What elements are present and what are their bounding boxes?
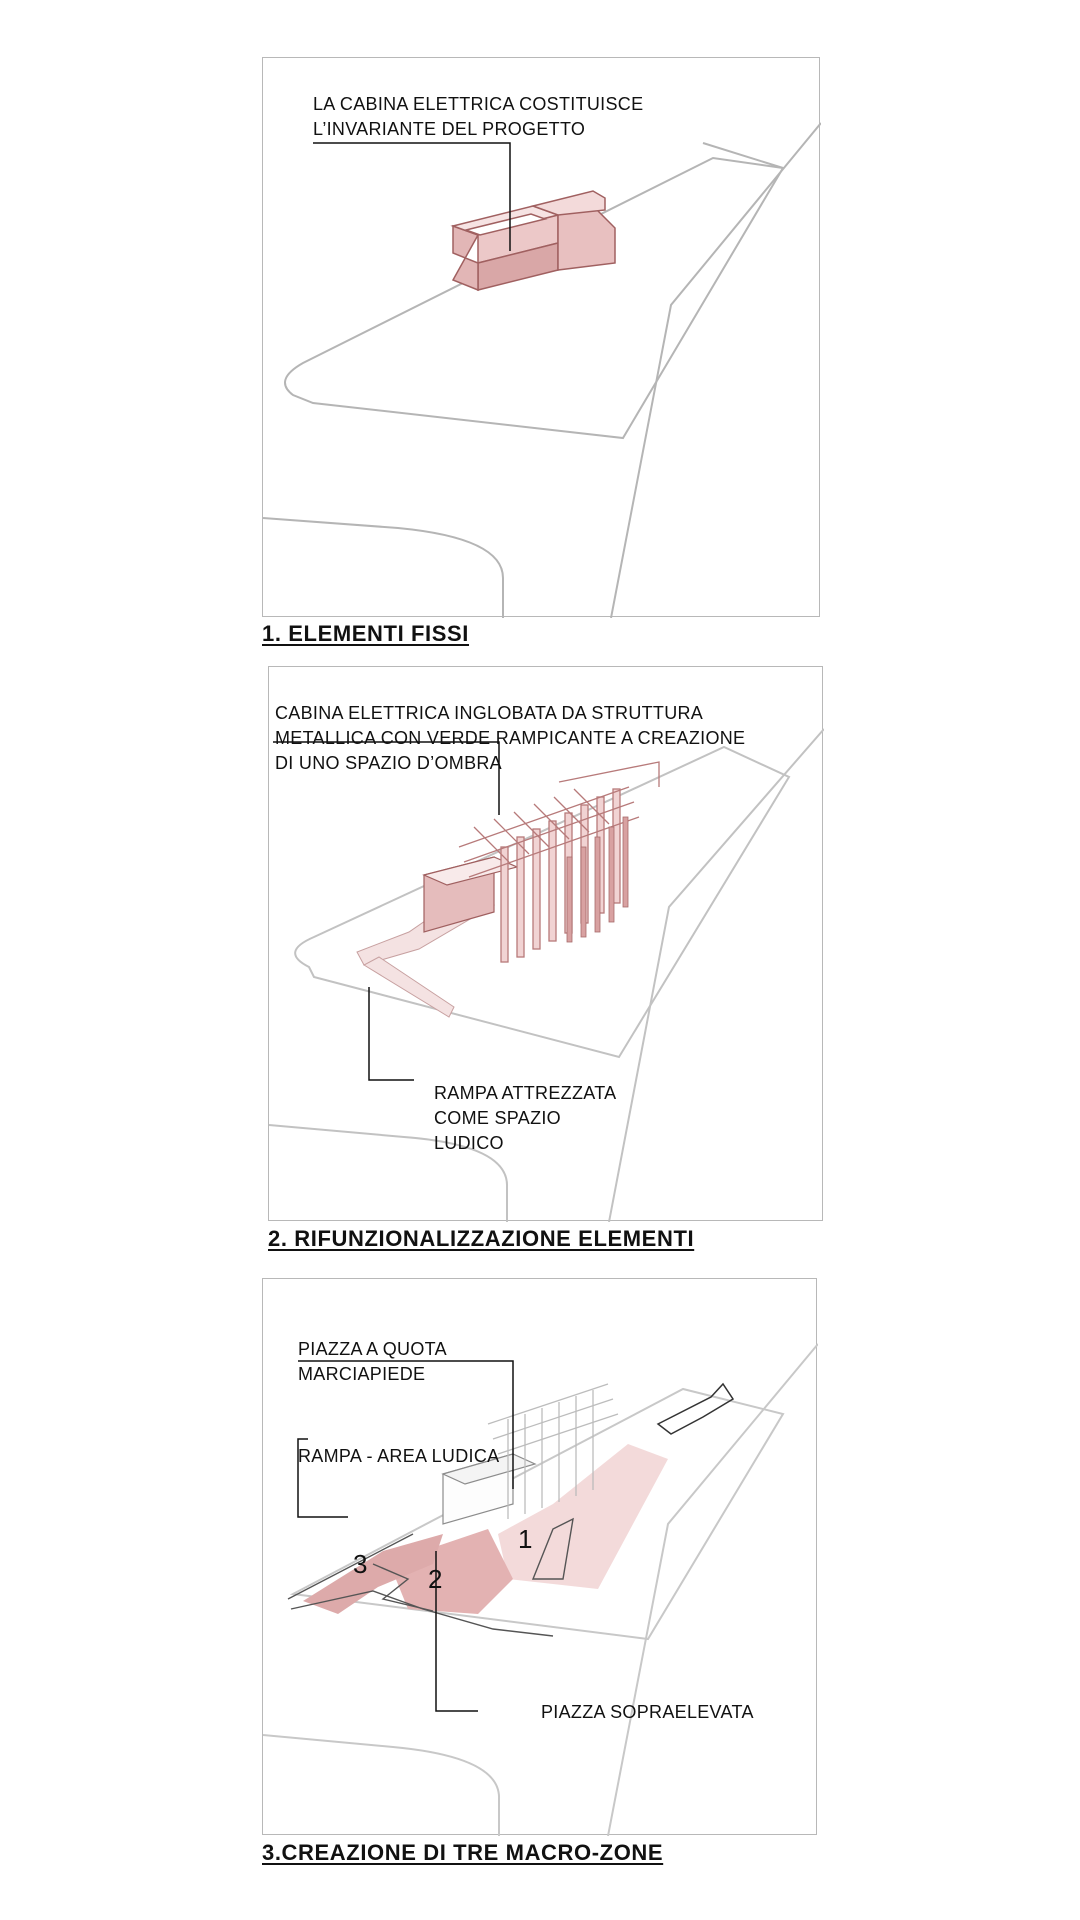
note-cabina: LA CABINA ELETTRICA COSTITUISCE L’INVARIANTE DEL PROGETTO	[313, 94, 644, 139]
panel-rifunzionalizzazione	[268, 666, 823, 1221]
caption-elementi-fissi: 1. ELEMENTI FISSI	[262, 621, 470, 646]
zone-number-2: 2	[428, 1564, 443, 1594]
panel-elementi-fissi	[262, 57, 820, 617]
zone-number-3: 3	[353, 1549, 368, 1579]
panel-macro-zone	[262, 1278, 817, 1835]
note-struttura-metallica: CABINA ELETTRICA INGLOBATA DA STRUTTURA METALLICA CON VERDE RAMPICANTE A CREAZIONE DI UNO SPAZIO D’OMBRA	[275, 703, 746, 773]
caption-macro-zone: 3.CREAZIONE DI TRE MACRO-ZONE	[262, 1840, 664, 1865]
struttura-metallica	[501, 789, 620, 962]
road-edge-bottom	[263, 1735, 499, 1836]
road-edge-right	[611, 123, 821, 618]
road-edge-bottom	[263, 518, 503, 618]
plot-outline	[285, 158, 783, 438]
road-edge-top	[703, 143, 783, 168]
note-rampa-area-ludica: RAMPA - AREA LUDICA	[298, 1446, 500, 1466]
road-edge-right	[609, 729, 824, 1222]
rampa-lower	[364, 957, 454, 1017]
cabina-elettrica	[453, 191, 615, 290]
road-edge-right	[608, 1344, 818, 1836]
note-piazza-quota: PIAZZA A QUOTA MARCIAPIEDE	[298, 1339, 447, 1384]
note-rampa-attrezzata: RAMPA ATTREZZATA COME SPAZIO LUDICO	[434, 1083, 617, 1153]
note-piazza-sopraelevata: PIAZZA SOPRAELEVATA	[541, 1702, 754, 1722]
site-drawing-1	[263, 58, 821, 618]
caption-rifunzionalizzazione: 2. RIFUNZIONALIZZAZIONE ELEMENTI	[268, 1226, 695, 1251]
zone-number-1: 1	[518, 1524, 533, 1554]
